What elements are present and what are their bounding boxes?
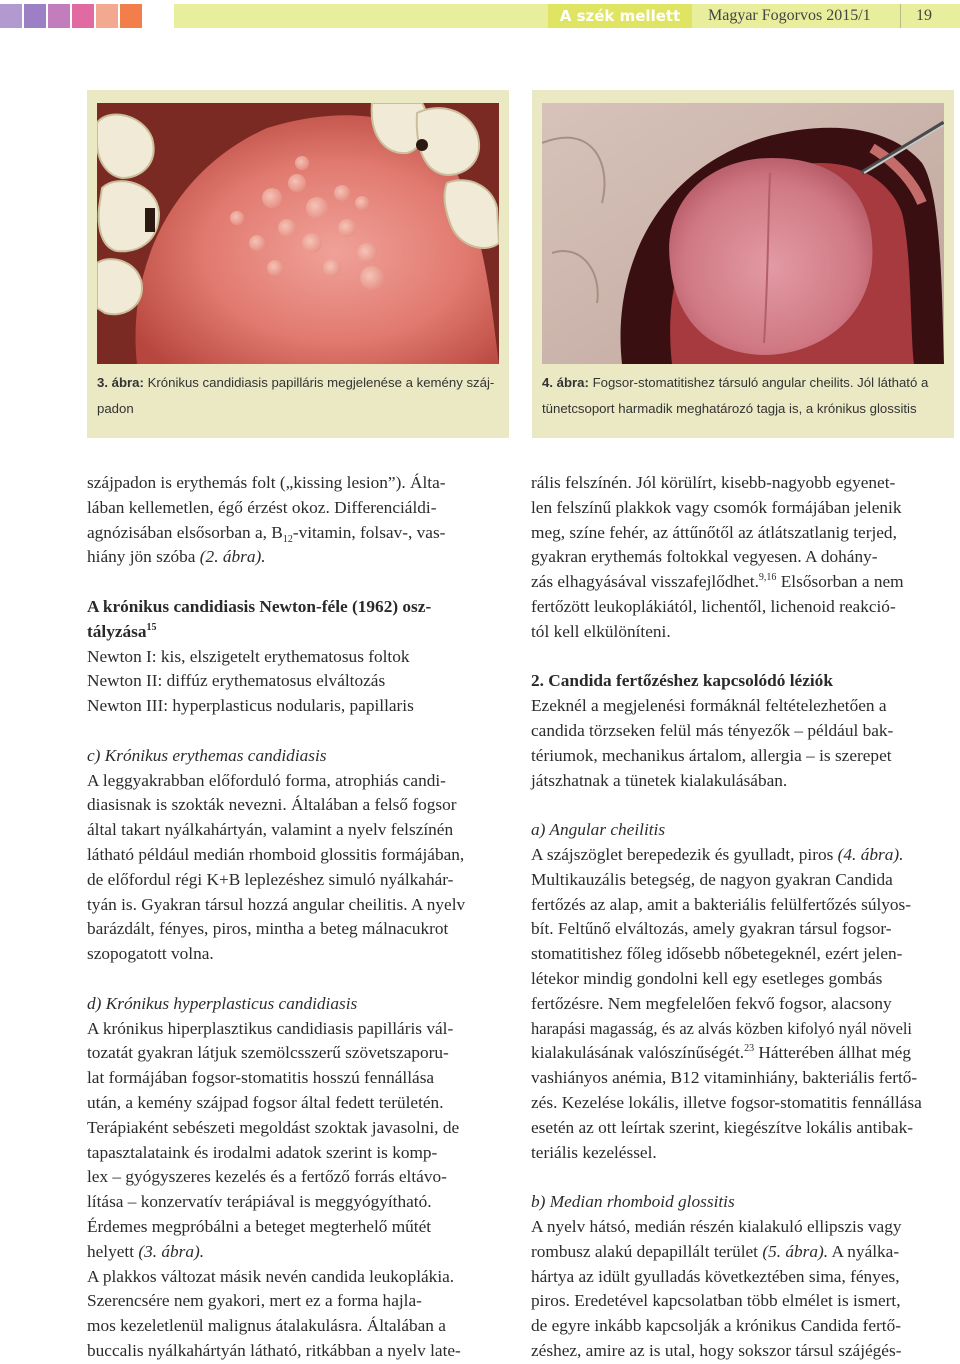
body-line: látható például medián rhomboid glossitis formájában,: [87, 844, 465, 864]
body-line: A leggyakrabban előforduló forma, atrophiás candi-: [87, 770, 446, 790]
body-line: tériumok, mechanikus ártalom, allergia – is szerepet: [531, 745, 892, 765]
body-line: meg, színe fehér, az áttűnőtől az átlátszatlanig terjed,: [531, 522, 897, 542]
subsection-title: c) Krónikus erythemas candidiasis: [87, 745, 327, 765]
strip-swatch: [48, 4, 70, 28]
figure-3-caption-line1: Krónikus candidiasis papilláris megjelenése a kemény száj-: [143, 375, 495, 390]
body-line: Ezeknél a megjelenési formáknál feltételezhetően a: [531, 696, 887, 716]
body-text: helyett: [87, 1241, 139, 1261]
body-line: fertőzött leukoplákiától, lichentől, lichenoid reakció-: [531, 596, 896, 616]
section-tag: A szék mellett: [548, 4, 692, 28]
body-text: zás elhagyásával visszafejlődhet.: [531, 572, 759, 592]
strip-swatch: [72, 4, 94, 28]
body-line: de egyre inkább kapcsolják a krónikus Candida fertő-: [531, 1316, 901, 1336]
body-line: A nyelv hátsó, medián részén kialakuló ellipszis vagy: [531, 1216, 902, 1236]
body-line: A krónikus hiperplasztikus candidiasis papilláris vál-: [87, 1018, 454, 1038]
figure-4-caption-line2: tünetcsoport harmadik meghatározó tagja is, a krónikus glossitis: [542, 401, 917, 416]
figure-4-image: [542, 103, 944, 364]
body-line: tól kell elkülöníteni.: [531, 621, 671, 641]
body-line: szopogatott volna.: [87, 944, 214, 964]
newton-heading-line: A krónikus candidiasis Newton-féle (1962) osz-: [87, 596, 432, 616]
page-number: 19: [900, 4, 947, 28]
body-line: hártya az idült gyulladás következtében sima, fényes,: [531, 1266, 900, 1286]
body-text: A szájszöglet berepedezik és gyulladt, piros: [531, 844, 838, 864]
body-line: bít. Feltűnő elváltozás, amely gyakran társul fogsor-: [531, 919, 892, 939]
body-line: fertőzésre. Nem megfelelően fekvő fogsor, alacsony: [531, 993, 892, 1013]
body-line: zés. Kezelése lokális, illetve fogsor-stomatitis fennállása: [531, 1092, 922, 1112]
figure-ref: (4. ábra).: [837, 844, 904, 864]
figure-3-image: [97, 103, 499, 364]
body-line: len felszínű plakkok vagy csomók formájában jelenik: [531, 497, 902, 517]
intro-text: hiány jön szóba: [87, 547, 200, 567]
body-line: tyán is. Gyakran társul hozzá angular cheilitis. A nyelv: [87, 894, 466, 914]
figure-4-caption: [542, 370, 952, 422]
body-text: kialakulásának valószínűségét.: [531, 1043, 745, 1063]
body-line: harapási magasság, és az alvás közben kifolyó nyál növeli: [531, 1018, 912, 1038]
body-line: fertőzés az alap, amit a bakteriális felülfertőzés súlyos-: [531, 894, 912, 914]
body-line: mos kezeletlenül malignus átalakulásra. Általában a: [87, 1316, 446, 1336]
figure-3-caption-line2: padon: [97, 401, 134, 416]
body-line: de előfordul régi K+B leplezéshez simuló nyálkahár-: [87, 869, 454, 889]
body-line: stomatitishez főleg idősebb nőbetegeknél, ezért jelen-: [531, 944, 903, 964]
body-text: rombusz alakú depapillált terület: [531, 1241, 763, 1261]
body-line: után, a kemény szájpad fogsor által fedett területén.: [87, 1092, 444, 1112]
body-line: lat formájában fogsor-stomatitis hosszú fennállása: [87, 1068, 435, 1088]
body-line: buccalis nyálkahártyán látható, ritkábban a nyelv late-: [87, 1340, 461, 1360]
strip-swatch: [96, 4, 118, 28]
body-line: Terápiaként sebészeti megoldást szoktak javasolni, de: [87, 1117, 460, 1137]
body-line: [87, 1240, 509, 1265]
body-line: candida törzseken felül más tényezők – például bak-: [531, 720, 894, 740]
body-line: lex – gyógyszeres kezelés és a fertőző forrás eltávo-: [87, 1167, 447, 1187]
body-line: barázdált, fényes, piros, mintha a beteg málnacukrot: [87, 919, 449, 939]
figure-4-caption-line1: Fogsor-stomatitishez társuló angular cheilits. Jól látható a: [588, 375, 929, 390]
citation-sup: 9,16: [758, 572, 777, 584]
figure-ref: (2. ábra).: [199, 547, 266, 567]
intro-line: szájpadon is erythemás folt („kissing lesion”). Álta-: [87, 473, 446, 492]
section-2-title: 2. Candida fertőzéshez kapcsolódó léziók: [531, 671, 833, 691]
vitamin-subscript: 12: [282, 533, 293, 545]
body-line: Szerencsére nem gyakori, mert ez a forma hajla-: [87, 1291, 422, 1311]
citation-sup: 23: [744, 1043, 755, 1055]
left-column: [87, 471, 509, 1364]
newton-item: Newton I: kis, elszigetelt erythematosus foltok: [87, 646, 410, 666]
body-line: teriális kezeléssel.: [531, 1142, 657, 1162]
body-line: vashiányos anémia, B12 vitaminhiány, bakteriális fertő-: [531, 1068, 918, 1088]
body-line: [531, 1041, 954, 1066]
body-line: tapasztalataink és irodalmi adatok szerint is komp-: [87, 1142, 438, 1162]
newton-item: Newton II: diffúz erythematosus elváltozás: [87, 671, 386, 691]
figure-ref: (3. ábra).: [138, 1241, 205, 1261]
body-line: által takart nyálkahártyán, valamint a nyelv felszínén: [87, 820, 454, 840]
strip-swatch: [0, 4, 22, 28]
body-line: esetén az ott leírtak szerint, kiegészítve lokális antibak-: [531, 1117, 913, 1137]
body-line: piros. Eredetével kapcsolatban több elmélet is ismert,: [531, 1291, 901, 1311]
body-line: A plakkos változat másik nevén candida leukoplákia.: [87, 1266, 455, 1286]
strip-swatch: [120, 4, 142, 28]
body-line: [531, 843, 954, 868]
body-line: lítása – konzervatív terápiával is meggyógyítható.: [87, 1192, 432, 1212]
body-text: A nyálka-: [828, 1241, 900, 1261]
body-line: játszhatnak a tünetek kialakulásában.: [531, 770, 788, 790]
newton-heading-line: [87, 620, 509, 645]
citation-sup: 15: [146, 622, 157, 634]
intro-line: [87, 545, 509, 570]
intro-text: -vitamin, folsav-, vas-: [292, 522, 446, 542]
body-text: Hátterében állhat még: [754, 1043, 911, 1063]
subsection-title: a) Angular cheilitis: [531, 820, 666, 840]
intro-line: [87, 521, 509, 546]
body-line: [531, 570, 954, 595]
body-text: Elsősorban a nem: [776, 572, 904, 592]
intro-line: lában kellemetlen, égő érzést okoz. Differenciáldi-: [87, 497, 437, 517]
body-line: Érdemes megpróbálni a beteget megterhelő műtét: [87, 1216, 432, 1236]
body-line: Multikauzális betegség, de nagyon gyakran Candida: [531, 869, 893, 889]
body-line: rális felszínén. Jól körülírt, kisebb-nagyobb egyenet-: [531, 473, 896, 492]
figure-3-caption: [97, 370, 507, 422]
body-line: diasisnak is szokták nevezni. Általában a felső fogsor: [87, 795, 457, 815]
body-line: létekor mindig gondolni kell egy esetleges gombás: [531, 968, 883, 988]
right-column: [531, 471, 954, 1364]
body-line: tozatát gyakran látjuk szemölcsszerű szövetszaporu-: [87, 1043, 449, 1063]
intro-text: agnózisában elsősorban a, B: [87, 522, 283, 542]
strip-swatch: [24, 4, 46, 28]
body-line: [531, 1240, 954, 1265]
subsection-title: d) Krónikus hyperplasticus candidiasis: [87, 993, 358, 1013]
body-line: zéshez, amire az is utal, hogy sokszor társul szájégés-: [531, 1340, 902, 1360]
figure-ref: (5. ábra).: [762, 1241, 829, 1261]
newton-heading-text: tályzása: [87, 621, 147, 641]
subsection-title: b) Median rhomboid glossitis: [531, 1192, 735, 1212]
body-line: gyakran erythemás foltokkal vegyesen. A dohány-: [531, 547, 878, 567]
figure-4-label: 4. ábra:: [542, 375, 589, 390]
newton-item: Newton III: hyperplasticus nodularis, papillaris: [87, 696, 414, 716]
figure-3-label: 3. ábra:: [97, 375, 144, 390]
journal-title: Magyar Fogorvos 2015/1: [708, 7, 871, 24]
color-strip: [0, 4, 144, 28]
